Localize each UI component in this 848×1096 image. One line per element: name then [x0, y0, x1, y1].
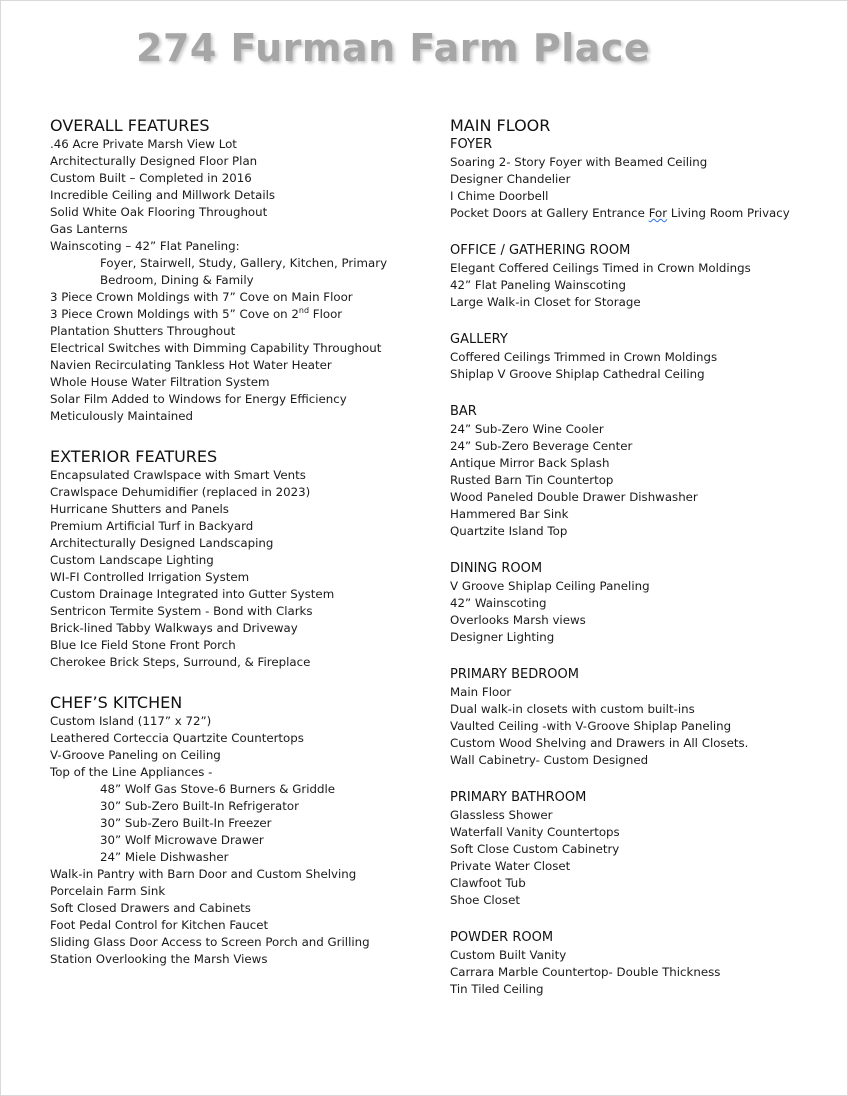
room-heading-primary-bathroom: PRIMARY BATHROOM — [450, 790, 587, 805]
list-item-pocket-doors — [450, 205, 845, 222]
list-item: Meticulously Maintained — [50, 409, 193, 423]
list-item: Foot Pedal Control for Kitchen Faucet — [50, 918, 269, 932]
list-item: Leathered Corteccia Quartzite Countertops — [50, 731, 304, 745]
list-item: Architecturally Designed Landscaping — [50, 536, 274, 550]
section-heading-kitchen: CHEF’S KITCHEN — [50, 693, 183, 712]
list-item: Elegant Coffered Ceilings Timed in Crown Moldings — [450, 261, 751, 275]
list-item: Designer Lighting — [450, 630, 555, 644]
list-item: Plantation Shutters Throughout — [50, 324, 236, 338]
list-item: Rusted Barn Tin Countertop — [450, 473, 614, 487]
pocket-text: Pocket Doors at Gallery Entrance — [450, 206, 649, 220]
list-item: Designer Chandelier — [450, 172, 571, 186]
list-item: Hurricane Shutters and Panels — [50, 502, 229, 516]
list-subitem: 48” Wolf Gas Stove-6 Burners & Griddle — [100, 782, 336, 796]
room-heading-office: OFFICE / GATHERING ROOM — [450, 243, 631, 258]
list-item: Wood Paneled Double Drawer Dishwasher — [450, 490, 698, 504]
list-item: Private Water Closet — [450, 859, 571, 873]
list-item: Sliding Glass Door Access to Screen Porch and Grilling — [50, 935, 370, 949]
pocket-text-end: Living Room Privacy — [667, 206, 790, 220]
list-item: Custom Built – Completed in 2016 — [50, 171, 252, 185]
room-heading-dining: DINING ROOM — [450, 561, 543, 576]
list-item: Premium Artificial Turf in Backyard — [50, 519, 254, 533]
list-item: Main Floor — [450, 685, 512, 699]
crown-text-end: Floor — [309, 307, 343, 321]
list-item: Whole House Water Filtration System — [50, 375, 270, 389]
list-item: Custom Wood Shelving and Drawers in All Closets. — [450, 736, 749, 750]
left-column — [50, 116, 430, 968]
list-item: Gas Lanterns — [50, 222, 128, 236]
list-item: 24” Sub-Zero Beverage Center — [450, 439, 633, 453]
list-item: Vaulted Ceiling -with V-Groove Shiplap Paneling — [450, 719, 732, 733]
list-item: Custom Built Vanity — [450, 948, 567, 962]
list-item: Cherokee Brick Steps, Surround, & Fireplace — [50, 655, 311, 669]
list-item: Overlooks Marsh views — [450, 613, 586, 627]
list-item: .46 Acre Private Marsh View Lot — [50, 137, 237, 151]
list-item: Solar Film Added to Windows for Energy Efficiency — [50, 392, 347, 406]
list-item: Incredible Ceiling and Millwork Details — [50, 188, 276, 202]
room-heading-foyer: FOYER — [450, 137, 493, 152]
list-item: Wainscoting – 42” Flat Paneling: — [50, 239, 240, 253]
list-item: Station Overlooking the Marsh Views — [50, 952, 268, 966]
list-item: Walk-in Pantry with Barn Door and Custom Shelving — [50, 867, 357, 881]
list-item: 42” Flat Paneling Wainscoting — [450, 278, 626, 292]
list-item: Shiplap V Groove Shiplap Cathedral Ceiling — [450, 367, 705, 381]
list-item: Solid White Oak Flooring Throughout — [50, 205, 268, 219]
list-item: Soaring 2- Story Foyer with Beamed Ceiling — [450, 155, 708, 169]
section-heading-overall: OVERALL FEATURES — [50, 116, 210, 135]
list-item: Shoe Closet — [450, 893, 520, 907]
list-item: Dual walk-in closets with custom built-ins — [450, 702, 695, 716]
room-heading-bar: BAR — [450, 404, 477, 419]
list-item: Glassless Shower — [450, 808, 553, 822]
list-item: Custom Island (117” x 72”) — [50, 714, 212, 728]
list-subitem: 30” Sub-Zero Built-In Refrigerator — [100, 799, 299, 813]
section-heading-exterior: EXTERIOR FEATURES — [50, 447, 218, 466]
crown-text: 3 Piece Crown Moldings with 5” Cove on 2 — [50, 307, 299, 321]
list-item: Electrical Switches with Dimming Capability Throughout — [50, 341, 382, 355]
list-item: 24” Sub-Zero Wine Cooler — [450, 422, 604, 436]
list-item: 3 Piece Crown Moldings with 7” Cove on Main Floor — [50, 290, 353, 304]
list-item: Blue Ice Field Stone Front Porch — [50, 638, 236, 652]
list-item: Clawfoot Tub — [450, 876, 526, 890]
spellcheck-word: For — [648, 206, 668, 220]
list-item: Custom Drainage Integrated into Gutter System — [50, 587, 335, 601]
list-item: Wall Cabinetry- Custom Designed — [450, 753, 649, 767]
list-item: Antique Mirror Back Splash — [450, 456, 610, 470]
room-heading-gallery: GALLERY — [450, 332, 508, 347]
list-item: Waterfall Vanity Countertops — [450, 825, 620, 839]
right-column — [450, 116, 845, 998]
list-item: Coffered Ceilings Trimmed in Crown Moldings — [450, 350, 718, 364]
list-item: Porcelain Farm Sink — [50, 884, 166, 898]
list-item: Encapsulated Crawlspace with Smart Vents — [50, 468, 306, 482]
list-item: Brick-lined Tabby Walkways and Driveway — [50, 621, 298, 635]
list-item: Large Walk-in Closet for Storage — [450, 295, 641, 309]
list-subitem: 24” Miele Dishwasher — [100, 850, 229, 864]
list-item: Architecturally Designed Floor Plan — [50, 154, 258, 168]
list-item: Hammered Bar Sink — [450, 507, 569, 521]
list-item: Soft Closed Drawers and Cabinets — [50, 901, 251, 915]
room-heading-powder-room: POWDER ROOM — [450, 930, 554, 945]
list-item-crown-2nd — [50, 306, 430, 323]
list-item: I Chime Doorbell — [450, 189, 549, 203]
list-item: Crawlspace Dehumidifier (replaced in 2023) — [50, 485, 311, 499]
list-item: Carrara Marble Countertop- Double Thickness — [450, 965, 721, 979]
list-subitem: 30” Sub-Zero Built-In Freezer — [100, 816, 272, 830]
list-subitem: Bedroom, Dining & Family — [100, 273, 254, 287]
list-item: WI-FI Controlled Irrigation System — [50, 570, 250, 584]
room-heading-primary-bedroom: PRIMARY BEDROOM — [450, 667, 579, 682]
ordinal-suffix: nd — [298, 306, 310, 316]
list-item: Top of the Line Appliances - — [50, 765, 213, 779]
list-item: Tin Tiled Ceiling — [450, 982, 544, 996]
list-item: Quartzite Island Top — [450, 524, 568, 538]
list-item: Sentricon Termite System - Bond with Clarks — [50, 604, 313, 618]
list-item: V Groove Shiplap Ceiling Paneling — [450, 579, 650, 593]
list-subitem: Foyer, Stairwell, Study, Gallery, Kitchen, Primary — [100, 256, 388, 270]
list-subitem: 30” Wolf Microwave Drawer — [100, 833, 264, 847]
list-item: Custom Landscape Lighting — [50, 553, 214, 567]
list-item: Soft Close Custom Cabinetry — [450, 842, 620, 856]
section-heading-main-floor: MAIN FLOOR — [450, 116, 551, 135]
list-item: 42” Wainscoting — [450, 596, 547, 610]
list-item: Navien Recirculating Tankless Hot Water Heater — [50, 358, 332, 372]
page-title: 274 Furman Farm Place — [136, 26, 651, 70]
list-item: V-Groove Paneling on Ceiling — [50, 748, 221, 762]
